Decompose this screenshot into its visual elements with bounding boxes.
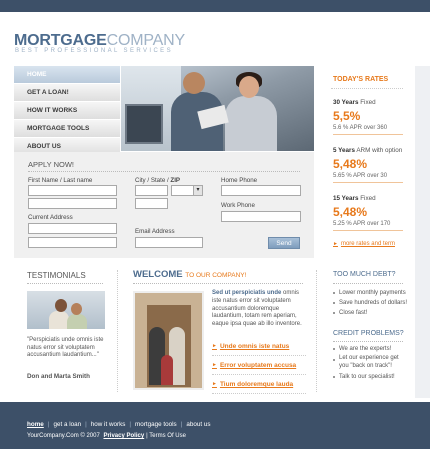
too-much-debt-list (333, 288, 409, 318)
copyright-text: YourCompany.Com © 2007 (27, 433, 100, 439)
footer-link-mortgage-tools[interactable]: mortgage tools (135, 421, 177, 428)
footer-copyright (27, 433, 186, 439)
hero-man-head (183, 72, 205, 94)
testimonial-photo (27, 291, 105, 329)
welcome-link-label: Unde omnis iste natus (219, 343, 290, 351)
list-item: Close fast! (333, 308, 409, 318)
arrow-right-icon: ► (212, 362, 217, 368)
arrow-right-icon: ► (212, 381, 217, 387)
footer-link-home[interactable]: home (27, 421, 44, 428)
rate-apr: 5.6 % APR over 360 (333, 125, 388, 131)
welcome-text (212, 290, 304, 329)
footer-link-about-us[interactable]: about us (186, 421, 211, 428)
home-phone-label: Home Phone (221, 177, 258, 184)
nav-item-get-a-loan[interactable]: GET A LOAN! (14, 84, 120, 102)
footer-nav (27, 421, 211, 428)
state-select[interactable] (171, 185, 203, 196)
photo-child (161, 355, 173, 385)
welcome-link[interactable] (212, 379, 306, 394)
list-item: Talk to our specialist! (333, 372, 409, 382)
welcome-link[interactable] (212, 360, 306, 375)
welcome-links (212, 341, 306, 394)
credit-problems-divider (333, 341, 403, 342)
welcome-link-label: Error voluptatem accusa (219, 362, 297, 370)
logo-light: COMPANY (106, 32, 185, 49)
rate-value: 5,5% (333, 109, 361, 123)
rate-term-type: Fixed (360, 195, 376, 202)
more-rates-label: more rates and term (340, 241, 395, 247)
last-name-field[interactable] (28, 198, 117, 209)
rate-divider (333, 134, 403, 135)
zip-label-text: ZIP (170, 177, 181, 184)
footer-separator: | (129, 421, 132, 428)
too-much-debt-title: TOO MUCH DEBT? (333, 271, 396, 278)
rates-title: TODAY'S RATES (333, 76, 389, 83)
welcome-lead: Sed ut perspiciatis unde (212, 290, 282, 296)
first-last-name-label: First Name / Last name (28, 177, 93, 184)
rate-term (333, 195, 376, 202)
welcome-subtitle: TO OUR COMPANY! (185, 272, 247, 279)
rate-term-years: 15 Years (333, 195, 359, 202)
welcome-link-label: Tium doloremque lauda (219, 381, 294, 389)
current-address-label: Current Address (28, 214, 73, 221)
photo-person-head (71, 303, 82, 315)
welcome-divider (133, 283, 303, 284)
work-phone-field[interactable] (221, 211, 301, 222)
rates-divider (331, 88, 403, 89)
zip-field[interactable] (135, 198, 168, 209)
rate-apr: 5.25 % APR over 170 (333, 221, 391, 227)
apply-divider (28, 171, 300, 172)
list-item: We are the experts! (333, 344, 409, 354)
footer-separator: | (180, 421, 183, 428)
email-field[interactable] (135, 237, 203, 248)
apply-title: APPLY NOW! (28, 160, 74, 169)
footer (0, 402, 430, 449)
rate-term-years: 5 Years (333, 147, 355, 154)
current-address-line1[interactable] (28, 223, 117, 234)
nav-item-how-it-works[interactable]: HOW IT WORKS (14, 102, 120, 120)
rate-term (333, 147, 402, 154)
rate-term-years: 30 Years (333, 99, 359, 106)
rate-term-type: ARM with option (356, 147, 403, 154)
rate-term-type: Fixed (360, 99, 376, 106)
column-divider (316, 270, 317, 392)
slogan: BEST PROFESSIONAL SERVICES (15, 48, 173, 54)
footer-link-get-a-loan[interactable]: get a loan (53, 421, 82, 428)
too-much-debt-divider (333, 283, 403, 284)
rate-value: 5,48% (333, 205, 368, 219)
rate-apr: 5.65 % APR over 30 (333, 173, 388, 179)
hero-image (121, 66, 314, 151)
photo-person-head (55, 299, 67, 312)
arrow-right-icon: ► (333, 241, 338, 247)
footer-link-how-it-works[interactable]: how it works (90, 421, 126, 428)
hero-woman-head (239, 76, 259, 98)
testimonials-title: TESTIMONIALS (27, 271, 86, 280)
top-bar (0, 0, 430, 12)
welcome-body: omnis iste natus error sit voluptatem accusantium doloremque laudantium, totam rem aperiam, eaque ipsa quae ab illo inventore. (212, 290, 302, 328)
list-item: Lower monthly payments (333, 288, 409, 298)
logo[interactable] (14, 33, 185, 49)
first-name-field[interactable] (28, 185, 117, 196)
apply-form (14, 152, 314, 258)
welcome-link[interactable] (212, 341, 306, 356)
rate-value: 5,48% (333, 157, 368, 171)
list-item: Let our experience get you "back on track"! (333, 355, 409, 370)
privacy-policy-link[interactable]: Privacy Policy (103, 433, 145, 439)
city-state-zip-label (135, 177, 180, 184)
right-strip (415, 66, 430, 398)
credit-problems-list (333, 344, 409, 382)
column-divider (117, 270, 118, 392)
photo-person-body (49, 311, 69, 329)
city-field[interactable] (135, 185, 168, 196)
arrow-right-icon: ► (212, 343, 217, 349)
hero-woman-body (225, 96, 277, 151)
nav-item-home[interactable]: HOME (14, 66, 120, 84)
footer-separator: | (85, 421, 87, 428)
testimonial-author: Don and Marta Smith (27, 373, 90, 380)
chevron-down-icon: ▾ (193, 186, 202, 195)
more-rates-link[interactable] (333, 241, 395, 247)
rate-divider (333, 230, 403, 231)
rate-term (333, 99, 376, 106)
nav-item-mortgage-tools[interactable]: MORTGAGE TOOLS (14, 120, 120, 138)
main-nav (14, 66, 120, 156)
terms-of-use-link[interactable]: | Terms Of Use (146, 433, 186, 439)
photo-person-body (67, 314, 87, 329)
welcome-title (133, 269, 246, 280)
credit-problems-title: CREDIT PROBLEMS? (333, 330, 404, 337)
logo-bold: MORTGAGE (14, 32, 107, 49)
nav-item-about-us[interactable]: ABOUT US (14, 138, 120, 156)
home-phone-field[interactable] (221, 185, 301, 196)
email-label: Email Address (135, 228, 175, 235)
rate-divider (333, 182, 403, 183)
list-item: Save hundreds of dollars! (333, 298, 409, 308)
footer-separator: | (47, 421, 50, 428)
testimonials-divider (27, 283, 103, 284)
send-button[interactable]: Send (268, 237, 300, 249)
city-state-label-text: City / State / (135, 177, 171, 184)
testimonial-quote: "Perspiciatis unde omnis iste natus error sit voluptatem accusantium laudantium..." (27, 337, 104, 359)
welcome-title-main: WELCOME (133, 269, 183, 280)
hero-monitor (125, 104, 163, 144)
work-phone-label: Work Phone (221, 202, 255, 209)
current-address-line2[interactable] (28, 237, 117, 248)
welcome-photo (133, 291, 204, 390)
